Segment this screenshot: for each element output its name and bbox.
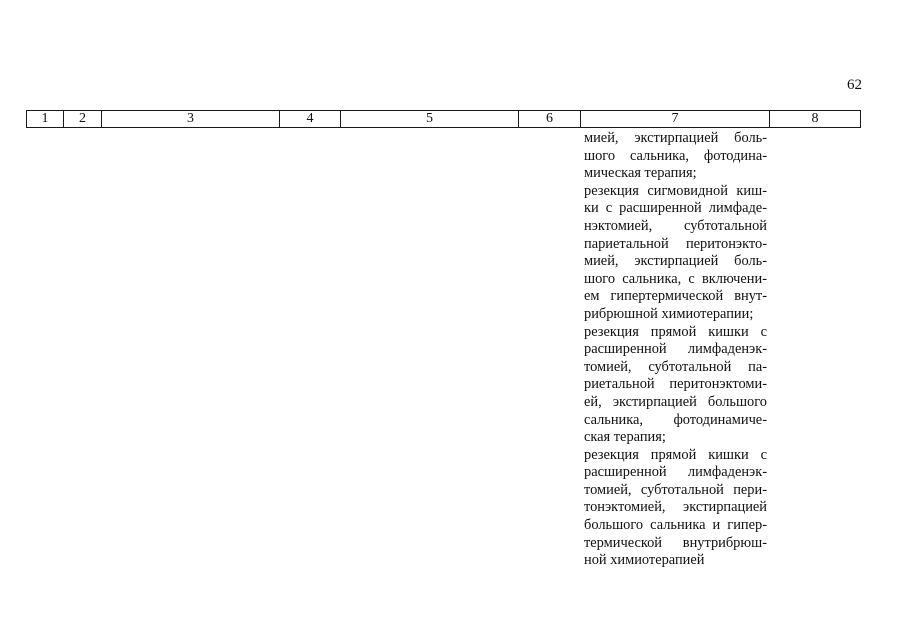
- column-7-line: нэктомией, субтотальной: [584, 217, 767, 234]
- column-7-line: париетальной перитонэкто-: [584, 235, 767, 252]
- column-7-line: рибрюшной химиотерапии;: [584, 305, 754, 322]
- column-7-line: расширенной лимфаденэк-: [584, 341, 767, 358]
- header-cell-2: 2: [64, 111, 102, 128]
- column-7-line: резекция сигмовидной киш-: [584, 182, 767, 199]
- column-7-line: расширенной лимфаденэк-: [584, 464, 767, 481]
- column-7-line: мическая терапия;: [584, 165, 697, 182]
- column-7-line: большого сальника и гипер-: [584, 517, 767, 534]
- column-7-line: томией, субтотальной па-: [584, 358, 767, 375]
- column-7-line: тонэктомией, экстирпацией: [584, 499, 767, 516]
- header-cell-3: 3: [102, 111, 280, 128]
- column-number-header-table: [26, 110, 861, 128]
- column-7-line: ки с расширенной лимфаде-: [584, 200, 767, 217]
- column-7-line: резекция прямой кишки с: [584, 323, 767, 340]
- column-7-line: ной химиотерапией: [584, 552, 705, 569]
- column-7-line: томией, субтотальной пери-: [584, 481, 767, 498]
- header-cell-1: 1: [27, 111, 64, 128]
- column-7-line: мией, экстирпацией боль-: [584, 253, 767, 270]
- header-cell-7: 7: [581, 111, 770, 128]
- column-7-line: шого сальника, фотодина-: [584, 147, 767, 164]
- header-cell-4: 4: [280, 111, 341, 128]
- header-cell-5: 5: [341, 111, 519, 128]
- column-7-line: ская терапия;: [584, 429, 666, 446]
- column-7-line: мией, экстирпацией боль-: [584, 130, 767, 146]
- column-7-line: шого сальника, с включени-: [584, 270, 767, 287]
- header-row: [27, 111, 861, 128]
- page-number: 62: [847, 77, 862, 93]
- column-7-content: [584, 130, 767, 570]
- header-cell-8: 8: [770, 111, 861, 128]
- column-7-line: сальника, фотодинамиче-: [584, 411, 767, 428]
- column-7-line: ем гипертермической внут-: [584, 288, 767, 305]
- column-7-line: ей, экстирпацией большого: [584, 393, 767, 410]
- header-cell-6: 6: [519, 111, 581, 128]
- column-7-line: риетальной перитонэктоми-: [584, 376, 767, 393]
- column-7-line: термической внутрибрюш-: [584, 534, 767, 551]
- column-7-line: резекция прямой кишки с: [584, 446, 767, 463]
